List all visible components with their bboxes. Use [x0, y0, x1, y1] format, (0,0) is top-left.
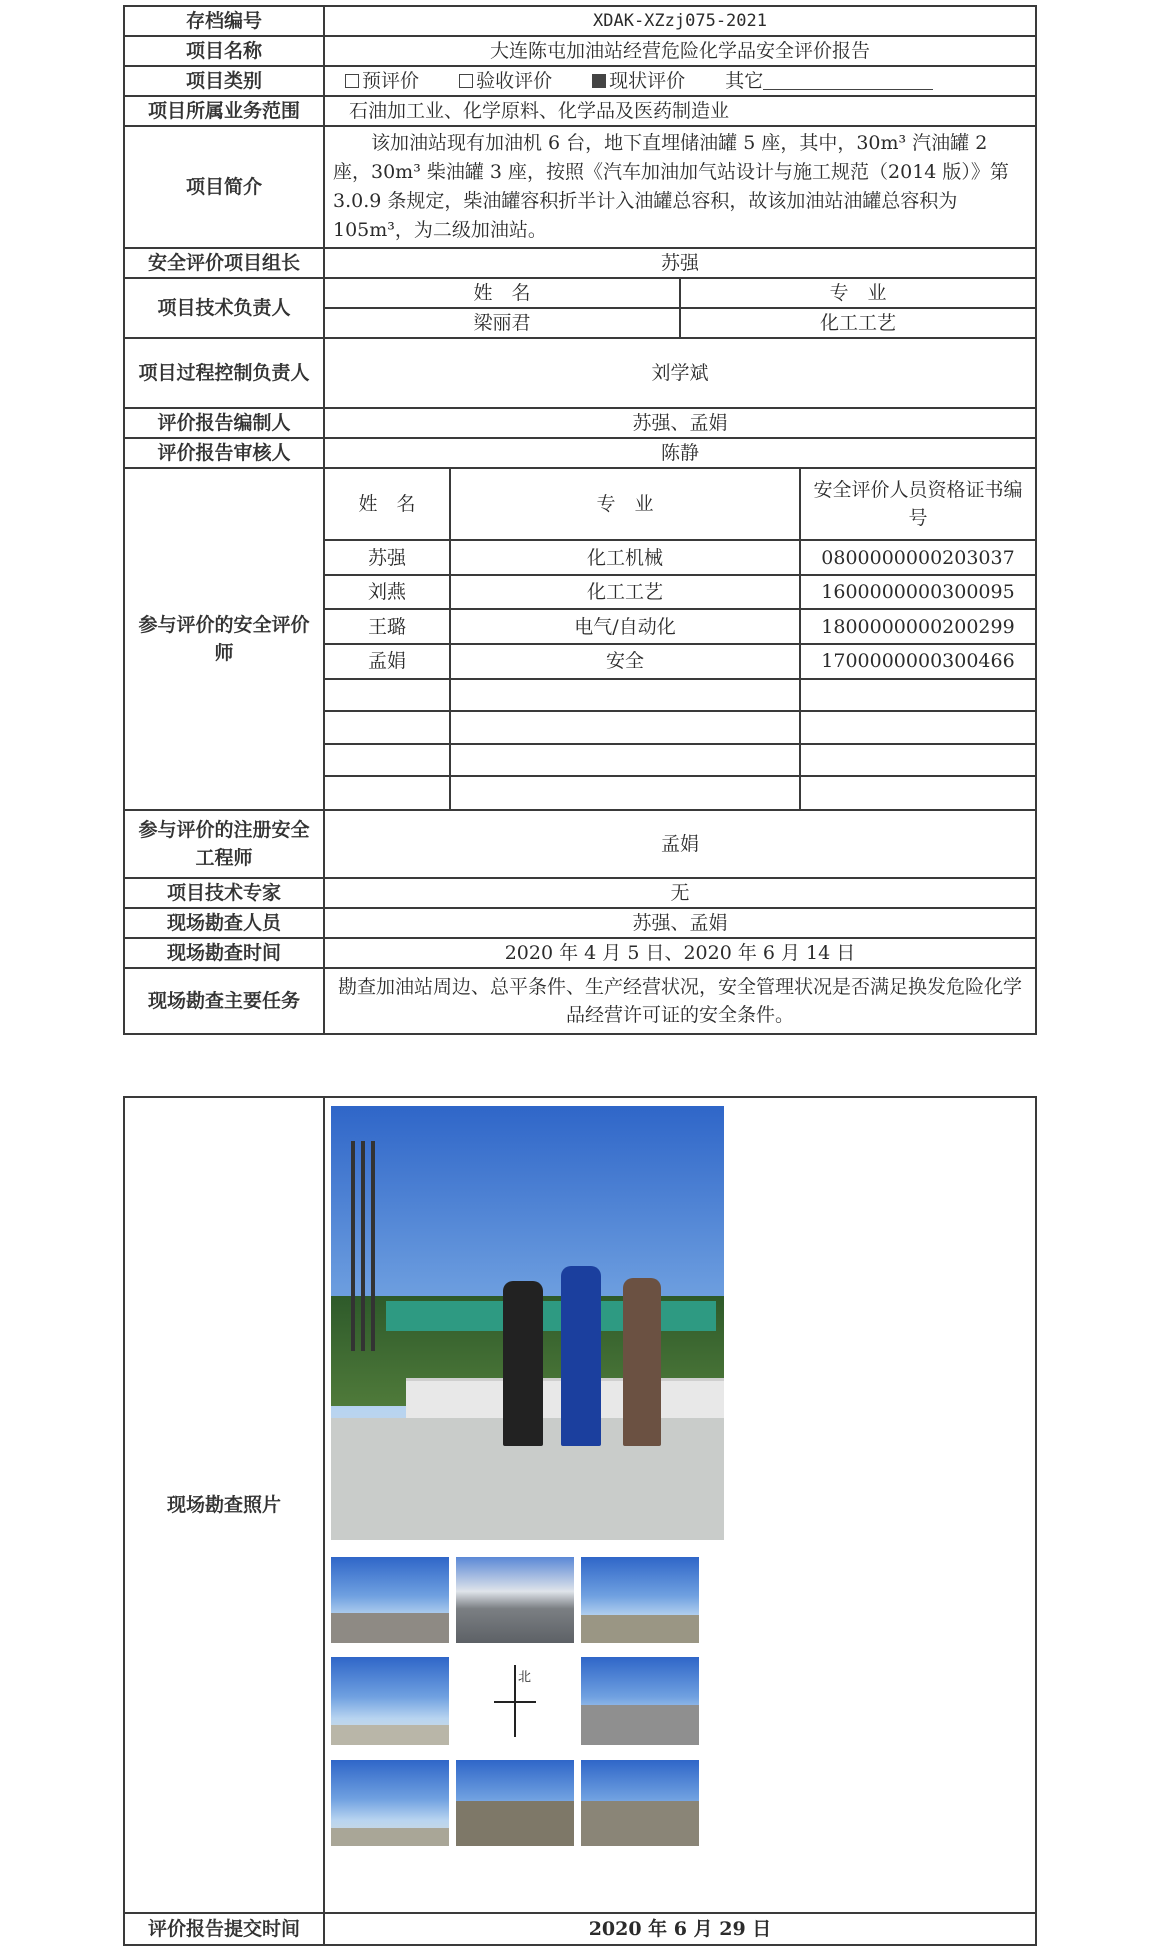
evaluators-subtable — [325, 469, 1035, 809]
tech-lead-major-header: 专 业 — [829, 282, 887, 304]
site-photo-thumb — [456, 1760, 574, 1846]
empty-row — [325, 679, 1035, 712]
project-type-label: 项目类别 — [124, 66, 324, 96]
intro-label: 项目简介 — [124, 126, 324, 248]
north-arrow-icon — [456, 1657, 574, 1745]
other-blank-line — [763, 71, 933, 90]
table-row — [325, 609, 1035, 644]
reviewer-label: 评价报告审核人 — [124, 438, 324, 468]
evaluator-cert: 1600000000300095 — [821, 581, 1015, 604]
project-name-value: 大连陈屯加油站经营危险化学品安全评价报告 — [324, 36, 1036, 66]
checkbox-checked-icon — [592, 74, 606, 88]
evaluator-name: 苏强 — [325, 540, 450, 575]
tech-lead-major: 化工工艺 — [819, 312, 896, 334]
evaluator-cert: 1700000000300466 — [821, 650, 1015, 673]
archive-no-value: XDAK-XZzj075-2021 — [324, 6, 1036, 36]
photos-cell — [324, 1097, 1036, 1913]
project-type-options — [324, 66, 1036, 96]
checkbox-icon — [459, 74, 473, 88]
evaluator-major: 化工机械 — [450, 540, 800, 575]
photos-label: 现场勘查照片 — [124, 1097, 324, 1913]
registered-engineer-value: 孟娟 — [324, 810, 1036, 878]
evaluator-major: 化工工艺 — [450, 575, 800, 610]
intro-value: 该加油站现有加油机 6 台，地下直埋储油罐 5 座，其中，30m³ 汽油罐 2 座，30m³ 柴油罐 3 座，按照《汽车加油加气站设计与施工规范（2014 版）》第 3.0.9 条规定，柴油罐容积折半计入油罐总容积，故该加油站油罐总容积为 105m³，为二级加油站。 — [324, 126, 1036, 248]
evaluator-major: 电气/自动化 — [450, 609, 800, 644]
team-leader-value: 苏强 — [324, 248, 1036, 278]
site-photo-thumb — [581, 1760, 699, 1846]
evaluator-name: 刘燕 — [325, 575, 450, 610]
tech-lead-cell — [324, 278, 1036, 338]
tech-expert-value: 无 — [324, 878, 1036, 908]
tech-lead-label: 项目技术负责人 — [124, 278, 324, 338]
table-row — [325, 644, 1035, 679]
info-table — [123, 5, 1037, 1035]
tech-lead-subtable — [325, 279, 1035, 337]
photo-table — [123, 1096, 1037, 1946]
checkbox-icon — [345, 74, 359, 88]
tech-expert-label: 项目技术专家 — [124, 878, 324, 908]
type-option-pre[interactable]: 预评价 — [345, 67, 419, 95]
evaluator-name: 王璐 — [325, 609, 450, 644]
type-option-current[interactable]: 现状评价 — [592, 67, 685, 95]
main-site-photo — [331, 1106, 724, 1540]
tech-lead-name: 梁丽君 — [325, 308, 680, 337]
team-leader-label: 安全评价项目组长 — [124, 248, 324, 278]
survey-time-label: 现场勘查时间 — [124, 938, 324, 968]
survey-task-value: 勘查加油站周边、总平条件、生产经营状况，安全管理状况是否满足换发危险化学品经营许可证的安全条件。 — [324, 968, 1036, 1034]
evaluator-name: 孟娟 — [325, 644, 450, 679]
type-option-other[interactable]: 其它 — [725, 70, 933, 92]
survey-staff-value: 苏强、孟娟 — [324, 908, 1036, 938]
survey-task-label: 现场勘查主要任务 — [124, 968, 324, 1034]
business-scope-label: 项目所属业务范围 — [124, 96, 324, 126]
author-label: 评价报告编制人 — [124, 408, 324, 438]
table-row — [325, 575, 1035, 610]
empty-row — [325, 744, 1035, 777]
evaluators-label: 参与评价的安全评价师 — [124, 468, 324, 810]
reviewer-value: 陈静 — [324, 438, 1036, 468]
evaluators-cert-header: 安全评价人员资格证书编号 — [813, 479, 1023, 530]
empty-row — [325, 711, 1035, 744]
site-photo-thumb — [331, 1657, 449, 1745]
tech-lead-name-header: 姓 名 — [325, 279, 680, 308]
process-lead-label: 项目过程控制负责人 — [124, 338, 324, 408]
survey-time-value: 2020 年 4 月 5 日、2020 年 6 月 14 日 — [324, 938, 1036, 968]
registered-engineer-label: 参与评价的注册安全工程师 — [124, 810, 324, 878]
empty-row — [325, 776, 1035, 809]
evaluators-cell — [324, 468, 1036, 810]
evaluator-cert: 1800000000200299 — [821, 615, 1015, 638]
site-photo-thumb — [581, 1557, 699, 1643]
site-photo-thumb — [456, 1557, 574, 1643]
archive-no-label: 存档编号 — [124, 6, 324, 36]
author-value: 苏强、孟娟 — [324, 408, 1036, 438]
evaluators-major-header: 专 业 — [450, 469, 800, 540]
evaluator-major: 安全 — [450, 644, 800, 679]
table-row — [325, 540, 1035, 575]
site-photo-thumb — [331, 1760, 449, 1846]
business-scope-value: 石油加工业、化学原料、化学品及医药制造业 — [324, 96, 1036, 126]
site-photo-thumb — [581, 1657, 699, 1745]
submit-time-value: 2020 年 6 月 29 日 — [324, 1913, 1036, 1945]
survey-staff-label: 现场勘查人员 — [124, 908, 324, 938]
evaluators-name-header: 姓 名 — [325, 469, 450, 540]
evaluator-cert: 0800000000203037 — [821, 546, 1015, 569]
site-photo-thumb — [331, 1557, 449, 1643]
project-name-label: 项目名称 — [124, 36, 324, 66]
submit-time-label: 评价报告提交时间 — [124, 1913, 324, 1945]
north-label: 北 — [518, 1670, 532, 1685]
process-lead-value: 刘学斌 — [324, 338, 1036, 408]
type-option-acceptance[interactable]: 验收评价 — [459, 67, 552, 95]
